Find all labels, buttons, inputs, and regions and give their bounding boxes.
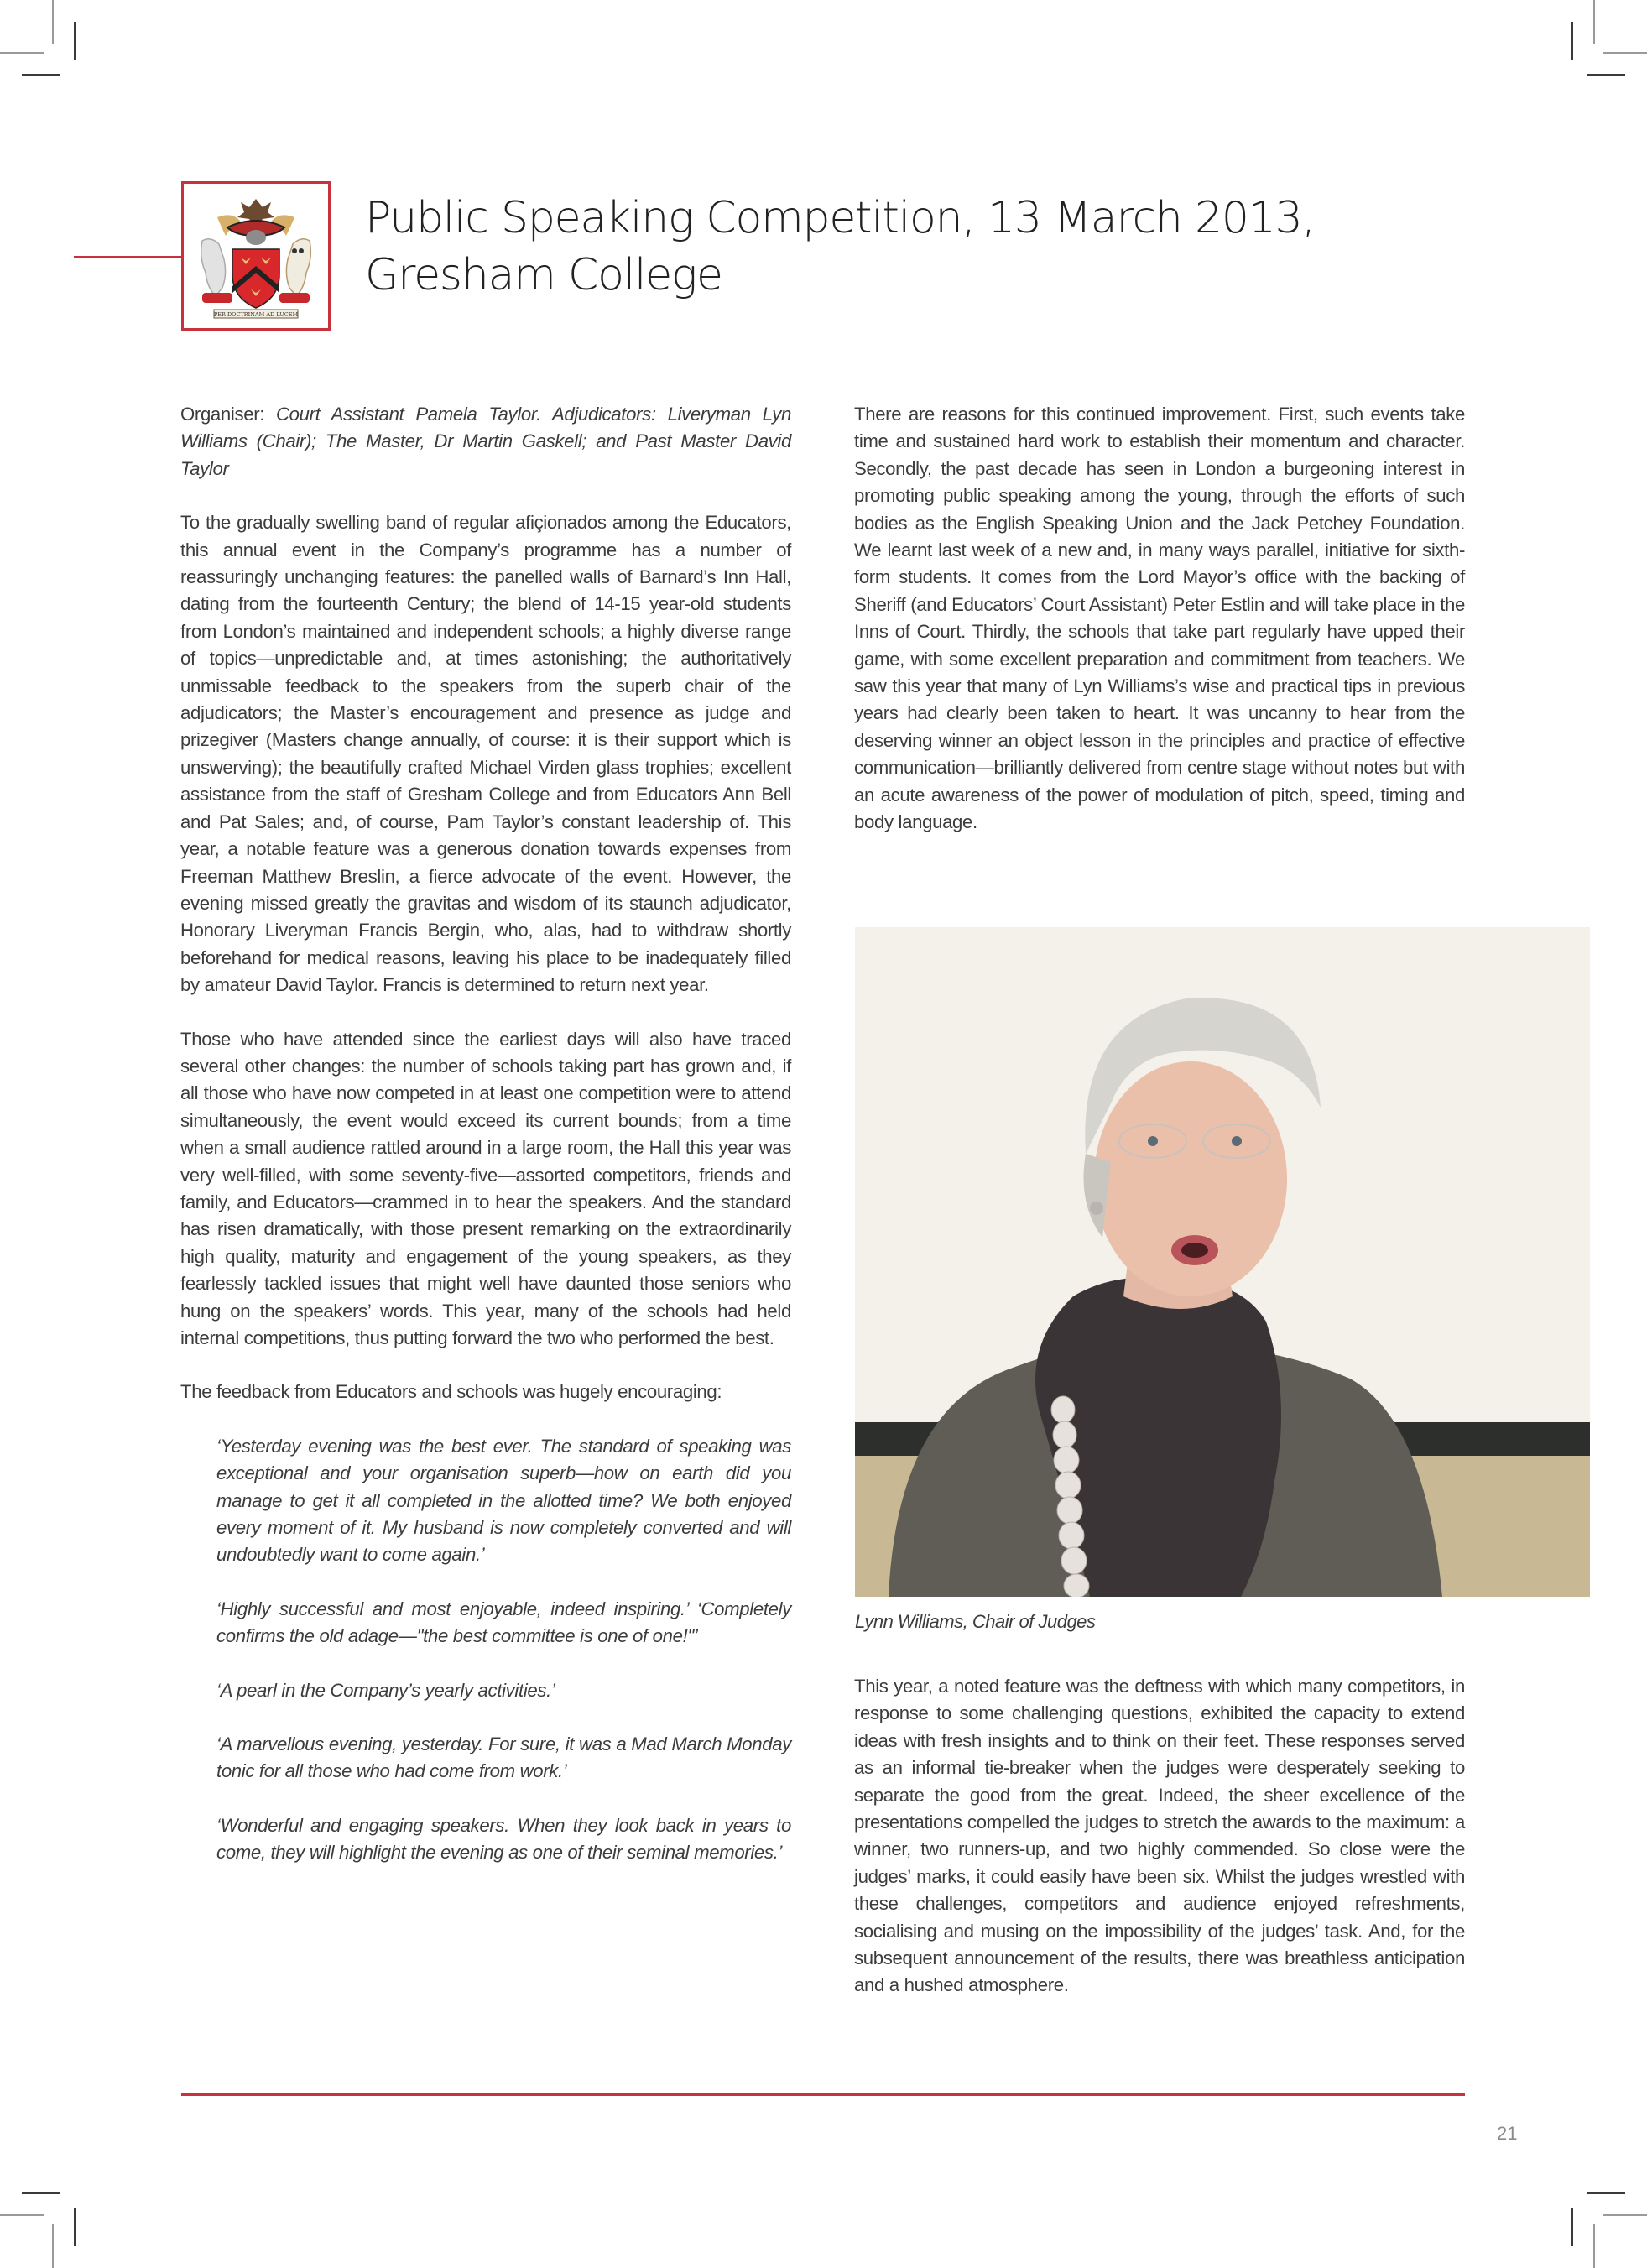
- body-paragraph: There are reasons for this continued improvement. First, such events take time and sustained hard work to establish their momentum and character. Secondly, the past decade has seen in London a burgeoning interest in promoting public speaking among the young, through the efforts of such bodies as the English Speaking Union and the Jack Petchey Foundation. We learnt last week of a new and, in many ways parallel, initiative for sixth-form students. It comes from the Lord Mayor’s office with the backing of Sheriff (and Educators’ Court Assistant) Peter Estlin and will take place in the Inns of Court. Thirdly, the schools that take part regularly have upped their game, with some excellent preparation and commitment from teachers. We saw this year that many of Lyn Williams’s wise and practical tips in previous years had clearly been taken to heart. It was uncanny to hear from the deserving winner an object lesson in the principles and practice of effective communication—brilliantly delivered from centre stage without notes but with an acute awareness of the power of modulation of pitch, speed, timing and body language.: [854, 404, 1465, 833]
- crop-mark: [1603, 52, 1647, 54]
- body-paragraph: To the gradually swelling band of regular afiçionados among the Educators, this annual event in the Company’s programme has a number of reassuringly unchanging features: the panelled walls of Barnard’s Inn Hall, dating from the fourteenth Century; the blend of 14-15 year-old students from London’s maintained and independent schools; a highly diverse range of topics—unpredictable and, at times astonishing; the authoritatively unmissable feedback to the speakers from the superb chair of the adjudicators; the Master’s encouragement and presence as judge and prizegiver (Masters change annually, of course: it is their support which is unswerving); the beautifully crafted Michael Virden glass trophies; excellent assistance from the staff of Gresham College and from Educators Ann Bell and Pat Sales; and, of course, Pam Taylor’s constant leadership of. This year, a notable feature was a generous donation towards expenses from Freeman Matthew Breslin, a fierce advocate of the event. However, the evening missed greatly the gravitas and wisdom of its staunch adjudicator, Honorary Liveryman Francis Bergin, who, alas, had to withdraw shortly beforehand for medical reasons, leaving his place to be inadequately filled by amateur David Taylor. Francis is determined to return next year.: [180, 512, 791, 996]
- right-column-continued: [854, 1673, 1465, 1999]
- page-title-line-1: Public Speaking Competition, 13 March 2013,: [365, 193, 1315, 243]
- feedback-quote: ‘Wonderful and engaging speakers. When they look back in years to come, they will highlight the evening as one of their seminal memories.’: [216, 1814, 791, 1864]
- title-accent-rule: [74, 256, 181, 258]
- left-column: [180, 401, 791, 1867]
- crop-mark: [1571, 2208, 1573, 2246]
- crop-mark: [1587, 74, 1625, 76]
- crop-mark: [1593, 0, 1595, 44]
- crop-mark: [52, 2224, 54, 2268]
- crop-mark: [74, 2208, 76, 2246]
- feedback-quote: ‘Yesterday evening was the best ever. The standard of speaking was exceptional and your organisation superb—how on earth did you manage to get it all completed in the allotted time? We both enjoyed every moment of it. My husband is now completely converted and will undoubtedly want to come again.’: [216, 1435, 791, 1566]
- credits-label: Organiser:: [180, 404, 276, 425]
- feedback-quote: ‘A pearl in the Company’s yearly activities.’: [216, 1679, 555, 1701]
- crop-mark: [1587, 2192, 1625, 2194]
- body-paragraph: The feedback from Educators and schools was hugely encouraging:: [180, 1381, 722, 1403]
- crop-mark: [22, 74, 60, 76]
- right-column: [854, 401, 1465, 863]
- page-number: 21: [1497, 2123, 1518, 2144]
- page-title: [365, 190, 1456, 304]
- crop-mark: [0, 52, 44, 54]
- crop-mark: [1571, 22, 1573, 60]
- logo-frame: [181, 181, 331, 331]
- motto-text: PER DOCTRINAM AD LUCEM: [213, 311, 299, 318]
- body-paragraph: Those who have attended since the earliest days will also have traced several other changes: the number of schools taking part has grown and, if all those who have now competed in at least one competition were to attend simultaneously, the event would exceed its current bounds; from a time when a small audience rattled around in a large room, the Hall this year was very well-filled, with some seventy-five—assorted competitors, friends and family, and Educators—crammed in to hear the speakers. And the standard has risen dramatically, with those present remarking on the extraordinarily high quality, maturity and engagement of the young speakers, as they fearlessly tackled issues that might well have daunted those seniors who hung on the speakers’ words. This year, many of the schools had held internal competitions, thus putting forward the two who performed the best.: [180, 1028, 791, 1348]
- feedback-quote: ‘A marvellous evening, yesterday. For sure, it was a Mad March Monday tonic for all those who had come from work.’: [216, 1734, 791, 1782]
- crop-mark: [1603, 2214, 1647, 2216]
- feedback-quote: ‘Highly successful and most enjoyable, indeed inspiring.’ ‘Completely confirms the old adage—"the best committee is one of one!"’: [216, 1598, 791, 1647]
- footer-rule: [181, 2093, 1465, 2096]
- woman-speaking-photo: [855, 927, 1590, 1597]
- credits-paragraph: [180, 401, 791, 482]
- photo-caption: Lynn Williams, Chair of Judges: [855, 1611, 1096, 1632]
- coat-of-arms-icon: [184, 184, 328, 328]
- body-paragraph: This year, a noted feature was the deftness with which many competitors, in response to some challenging questions, exhibited the capacity to extend ideas with fresh insights and to think on their feet. These responses served as an informal tie-breaker when the judges were desperately seeking to separate the good from the great. Indeed, the sheer excellence of the presentations compelled the judges to stretch the awards to the maximum: a winner, two runners-up, and two highly commended. So close were the judges’ marks, it could easily have been six. Whilst the judges wrestled with these challenges, competitors and audience enjoyed refreshments, socialising and musing on the impossibility of the judges’ task. And, for the subsequent announcement of the results, there was breathless anticipation and a hushed atmosphere.: [854, 1676, 1465, 1996]
- page-title-line-2: Gresham College: [365, 250, 722, 300]
- crop-mark: [52, 0, 54, 44]
- crop-mark: [22, 2192, 60, 2194]
- crop-mark: [74, 22, 76, 60]
- credits-text: Court Assistant Pamela Taylor. Adjudicators: Liveryman Lyn Williams (Chair); The Master, Dr Martin Gaskell; and Past Master David Taylor: [180, 404, 792, 479]
- crop-mark: [1593, 2224, 1595, 2268]
- crop-mark: [0, 2214, 44, 2216]
- portrait-image: [855, 927, 1590, 1597]
